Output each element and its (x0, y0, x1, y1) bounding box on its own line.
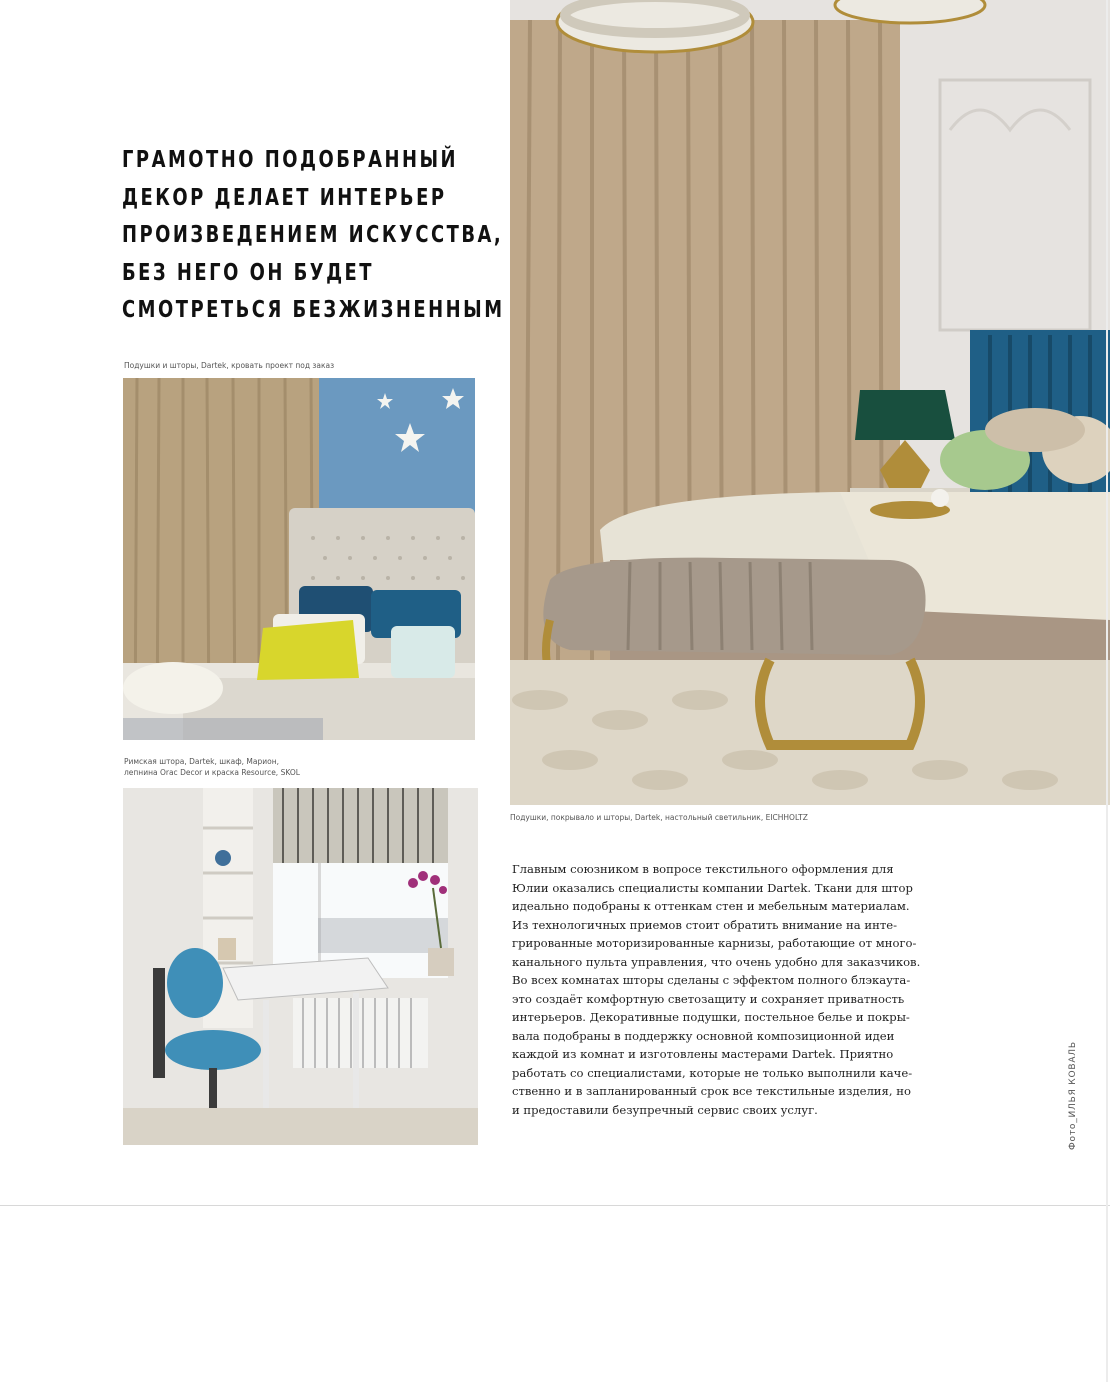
body-line: вала подобраны в поддержку основной композиционной идеи (512, 1028, 895, 1043)
headline-line: БЕЗ НЕГО ОН БУДЕТ (122, 259, 375, 286)
page-divider (0, 1205, 1110, 1206)
body-line: Главным союзником в вопросе текстильного оформления для (512, 862, 894, 876)
headline-line: СМОТРЕТЬСЯ БЕЗЖИЗНЕННЫМ (122, 297, 505, 323)
body-line: Из технологичных приемов стоит обратить внимание на инте- (512, 917, 898, 932)
photo-master-bedroom (510, 0, 1110, 805)
body-line: ственно и в запланированный срок все текстильные изделия, но (512, 1084, 911, 1098)
body-line: Юлии оказались специалисты компании Dartek. Ткани для штор (512, 880, 913, 895)
body-line: канального пульта управления, что очень удобно для заказчиков. (512, 954, 921, 969)
body-line: грированные моторизированные карнизы, работающие от много- (512, 936, 917, 950)
headline-line: ДЕКОР ДЕЛАЕТ ИНТЕРЬЕР (122, 184, 447, 211)
body-line: каждой из комнат и изготовлены мастерами Dartek. Приятно (512, 1047, 894, 1061)
photo-study (123, 788, 478, 1145)
body-line: интерьеров. Декоративные подушки, постельное белье и покры- (512, 1010, 910, 1024)
photo-kids-bedroom (123, 378, 475, 740)
headline-line: ГРАМОТНО ПОДОБРАННЫЙ (122, 147, 459, 173)
headline-line: ПРОИЗВЕДЕНИЕМ ИСКУССТВА, (122, 222, 504, 248)
body-text (512, 860, 982, 1119)
body-line: это создаёт комфортную светозащиту и сохраняет приватность (512, 991, 905, 1006)
caption-master-bedroom: Подушки, покрывало и шторы, Dartek, настольный светильник, EICHHOLTZ (510, 813, 808, 822)
photo-credit: Фото_ИЛЬЯ КОВАЛЬ (1068, 1041, 1078, 1150)
caption-study-line-1: Римская штора, Dartek, шкаф, Марион, (124, 757, 280, 766)
body-line: Во всех комнатах шторы сделаны с эффектом полного блэкаута- (512, 973, 911, 987)
caption-kids-bedroom: Подушки и шторы, Dartek, кровать проект под заказ (124, 361, 335, 370)
page-edge (1106, 0, 1108, 1382)
body-line: идеально подобраны к оттенкам стен и мебельным материалам. (512, 899, 910, 913)
body-line: и предоставили безупречный сервис своих услуг. (512, 1102, 818, 1117)
caption-study-line-2: лепнина Orac Decor и краска Resource, SKOL (124, 768, 300, 777)
headline (122, 142, 505, 330)
body-line: работать со специалистами, которые не только выполнили каче- (512, 1065, 913, 1080)
